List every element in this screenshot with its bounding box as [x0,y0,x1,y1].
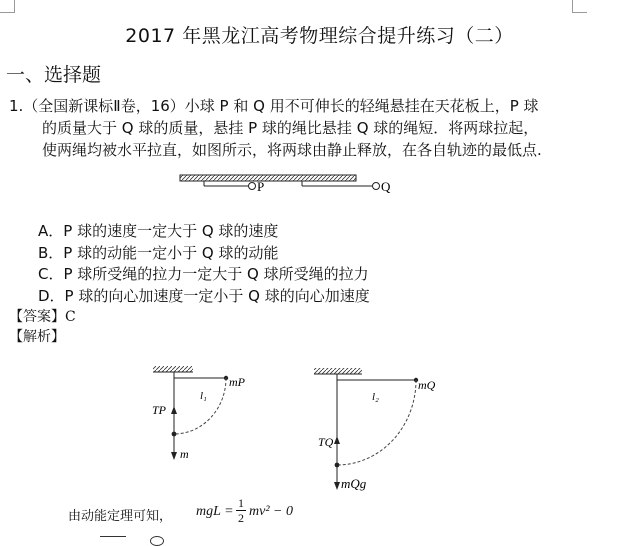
option-c: C．P 球所受绳的拉力一定大于 Q 球所受绳的拉力 [38,265,369,283]
figure-pendulum-q [306,358,446,498]
question-line-2: 的质量大于 Q 球的质量，悬挂 P 球的绳比悬挂 Q 球的绳短．将两球拉起， [42,119,539,137]
fraction-denominator: 2 [238,511,244,525]
label-mp: mP [229,375,245,389]
ball-q [373,183,380,190]
analysis-label: 【解析】 [9,329,65,345]
page-corner-mark-right [572,0,587,13]
figure-pendulum-p [140,358,270,468]
document-title: 2017 年黑龙江高考物理综合提升练习（二） [125,25,514,47]
label-m: m [180,447,189,461]
label-mqg: mQg [341,476,367,491]
ball-p [249,183,256,190]
question-line-1: 1.（全国新课标Ⅱ卷，16）小球 P 和 Q 用不可伸长的轻绳悬挂在天花板上，P 球 [9,97,539,115]
label-l1: l₁ [200,390,207,402]
label-p: P [257,179,265,194]
option-b: B．P 球的动能一定小于 Q 球的动能 [38,244,279,262]
derivation-lhs: mgL = [196,504,234,519]
figure-horizontal-ropes [170,168,410,200]
derivation-prefix: 由动能定理可知， [68,509,173,524]
option-a: A．P 球的速度一定大于 Q 球的速度 [38,222,279,240]
option-d: D．P 球的向心加速度一定小于 Q 球的向心加速度 [38,287,370,305]
cutoff-fragment-bar [100,536,126,537]
fraction-numerator: 1 [238,496,244,510]
cutoff-fragment-arc [150,536,164,546]
label-tq: TQ [318,435,334,449]
derivation-fraction [236,496,246,525]
label-q: Q [381,179,391,194]
label-mq: mQ [418,378,436,392]
label-l2: l₂ [372,391,379,403]
ceiling-bar [180,175,356,181]
label-tp: TP [152,403,167,417]
question-line-3: 使两绳均被水平拉直，如图所示，将两球由静止释放，在各自轨迹的最低点. [42,141,542,159]
page-corner-mark-left [0,0,15,13]
derivation-rhs: mv² − 0 [249,504,293,519]
section-heading: 一、选择题 [6,64,102,86]
answer-label: 【答案】C [9,309,76,325]
